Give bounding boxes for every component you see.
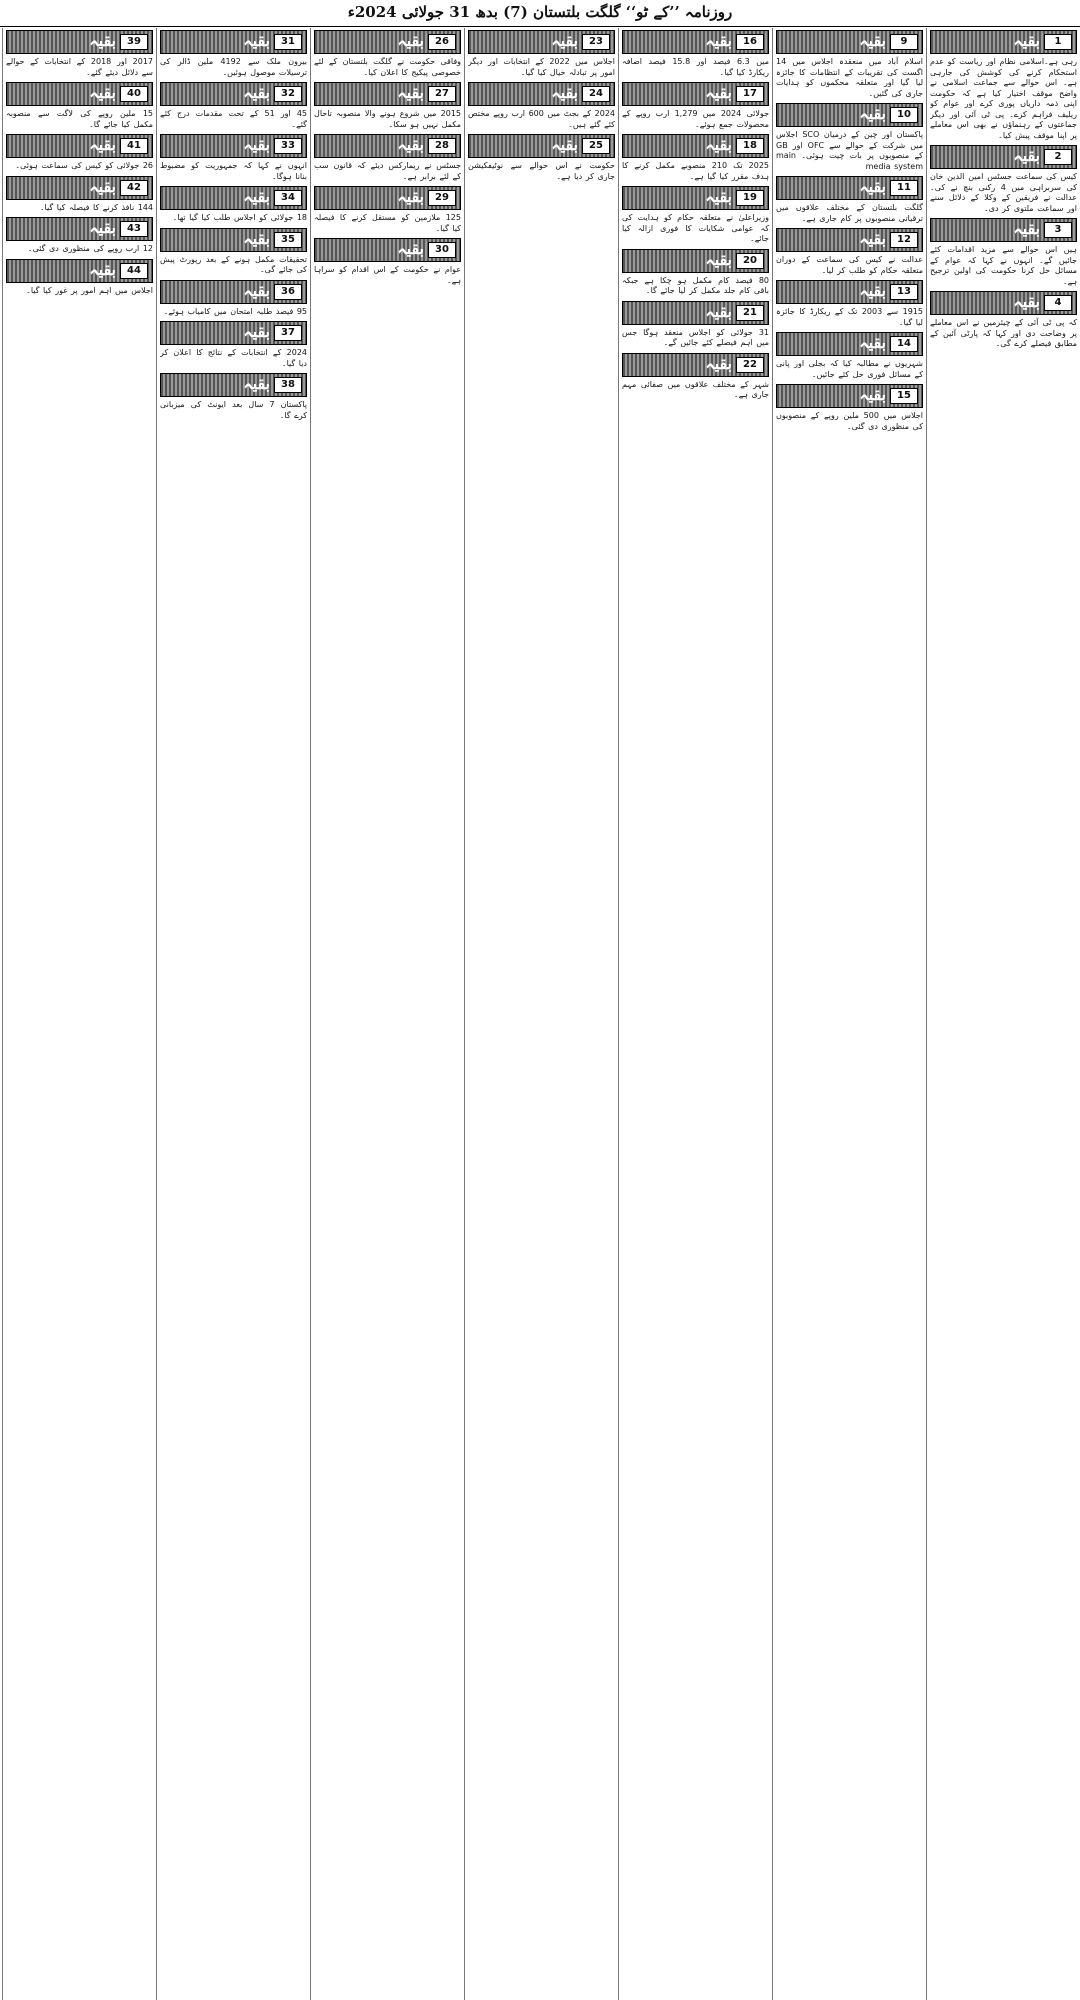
article-text: 2025 تک 210 منصوبے مکمل کرنے کا ہدف مقرر کیا گیا ہے۔ [622,161,769,181]
continuation-logo: بقیہ [859,31,886,50]
continuation-block [930,143,1077,214]
article-text: جولائی 2024 میں 1,279 ارب روپے کے محصولات جمع ہوئے۔ [622,109,769,129]
news-column [926,28,1080,2000]
continuation-header [622,30,769,54]
article-text: اجلاس میں 500 ملین روپے کے منصوبوں کی منظوری دی گئی۔ [776,411,923,431]
continuation-block [160,80,307,130]
article-text: 45 اور 51 کے تحت مقدمات درج کئے گئے۔ [160,109,307,129]
continuation-header [622,249,769,273]
continuation-logo: بقیہ [243,31,270,50]
continuation-logo: بقیہ [705,83,732,102]
continuation-number: 26 [428,34,456,50]
continuation-number: 18 [736,138,764,154]
continuation-header [160,82,307,106]
continuation-block [930,28,1077,141]
continuation-number: 30 [428,242,456,258]
continuation-number: 15 [890,388,918,404]
continuation-header [314,30,461,54]
news-column [2,28,156,2000]
continuation-block [622,184,769,245]
continuation-number: 34 [274,190,302,206]
article-text: اسلام آباد میں منعقدہ اجلاس میں 14 اگست کی تقریبات کے انتظامات کا جائزہ لیا گیا اور متعلقہ محکموں کو ہدایات جاری کی گئیں۔ [776,57,923,98]
continuation-block [776,226,923,276]
continuation-block [468,132,615,182]
continuation-header [622,301,769,325]
continuation-block [6,80,153,130]
continuation-number: 12 [890,232,918,248]
continuation-block [6,132,153,172]
continuation-number: 23 [582,34,610,50]
article-text: 26 جولائی کو کیس کی سماعت ہوئی۔ [15,161,153,170]
news-column [156,28,310,2000]
article-text: پاکستان 7 سال بعد ایونٹ کی میزبانی کرے گا۔ [160,400,307,420]
article-text: 31 جولائی کو اجلاس منعقد ہوگا جس میں اہم فیصلے کئے جائیں گے۔ [622,327,769,347]
continuation-block [314,184,461,234]
continuation-block [776,174,923,224]
continuation-number: 19 [736,190,764,206]
continuation-logo: بقیہ [859,333,886,352]
continuation-number: 37 [274,325,302,341]
continuation-block [930,289,1077,350]
continuation-number: 42 [120,180,148,196]
continuation-logo: بقیہ [1013,146,1040,165]
continuation-header [6,30,153,54]
continuation-header [622,186,769,210]
continuation-header [930,218,1077,242]
continuation-header [6,134,153,158]
continuation-block [160,278,307,318]
article-text: پاکستان اور چین کے درمیان SCO اجلاس میں شرکت کے حوالے سے OFC اور GB کے منصوبوں پر بات چیت ہوئی۔ main media system [776,130,923,171]
continuation-header [6,217,153,241]
continuation-number: 9 [890,34,918,50]
continuation-logo: بقیہ [243,228,270,248]
article-text: 80 فیصد کام مکمل ہو چکا ہے جبکہ باقی کام جلد مکمل کر لیا جائے گا۔ [622,275,769,295]
continuation-number: 14 [890,336,918,352]
continuation-header [468,82,615,106]
continuation-header [160,186,307,210]
continuation-logo: بقیہ [243,374,270,393]
article-text: 2017 اور 2018 کے انتخابات کے حوالے سے دلائل دیئے گئے۔ [6,57,153,77]
article-text: 2024 کے انتخابات کے نتائج کا اعلان کر دیا گیا۔ [160,348,307,368]
continuation-number: 25 [582,138,610,154]
continuation-logo: بقیہ [397,187,424,206]
continuation-header [314,82,461,106]
continuation-number: 41 [120,138,148,154]
continuation-number: 27 [428,86,456,102]
continuation-logo: بقیہ [89,135,116,154]
continuation-header [160,280,307,304]
news-column [772,28,926,2000]
continuation-header [6,82,153,106]
article-columns [0,28,1080,2000]
continuation-block [622,299,769,349]
continuation-header [6,176,153,200]
continuation-number: 33 [274,138,302,154]
continuation-number: 22 [736,357,764,373]
continuation-block [160,132,307,182]
continuation-header [776,176,923,200]
article-text: 18 جولائی کو اجلاس طلب کیا گیا تھا۔ [172,213,307,222]
article-text: شہر کے مختلف علاقوں میں صفائی مہم جاری ہے۔ [622,379,769,399]
article-text: میں 6.3 فیصد اور 15.8 فیصد اضافہ ریکارڈ کیا گیا۔ [622,57,769,77]
continuation-logo: بقیہ [551,135,578,154]
continuation-header [776,30,923,54]
continuation-number: 17 [736,86,764,102]
continuation-logo: بقیہ [397,239,424,258]
continuation-header [930,30,1077,54]
article-text: گلگت بلتستان کے مختلف علاقوں میں ترقیاتی منصوبوں پر کام جاری ہے۔ [776,203,923,223]
continuation-logo: بقیہ [243,83,270,102]
continuation-logo: بقیہ [89,259,116,279]
continuation-block [6,28,153,78]
continuation-block [6,174,153,214]
continuation-logo: بقیہ [89,31,116,50]
continuation-number: 21 [736,305,764,321]
continuation-logo: بقیہ [551,83,578,102]
continuation-number: 40 [120,86,148,102]
article-text: 125 ملازمین کو مستقل کرنے کا فیصلہ کیا گیا۔ [314,213,461,233]
continuation-block [314,132,461,182]
article-text: وزیراعلیٰ نے متعلقہ حکام کو ہدایت کی کہ عوامی شکایات کا فوری ازالہ کیا جائے۔ [622,213,769,243]
continuation-header [468,30,615,54]
continuation-number: 32 [274,86,302,102]
article-text: 1915 سے 2003 تک کے ریکارڈ کا جائزہ لیا گیا۔ [776,307,923,327]
article-text: کیس کی سماعت جسٹس امین الدین خان کی سربراہی میں 4 رکنی بنچ نے کی۔ عدالت نے فریقین کے وکلا کے دلائل سنے اور سماعت ملتوی کر دی۔ [930,172,1077,213]
continuation-block [776,28,923,99]
continuation-block [314,236,461,286]
article-text: 2015 میں شروع ہونے والا منصوبہ تاحال مکمل نہیں ہو سکا۔ [314,109,461,129]
continuation-block [622,247,769,297]
continuation-logo: بقیہ [1013,292,1040,311]
continuation-header [776,280,923,304]
continuation-block [622,80,769,130]
continuation-logo: بقیہ [243,322,270,341]
continuation-header [930,291,1077,315]
continuation-logo: بقیہ [397,83,424,102]
article-text: عدالت نے کیس کی سماعت کے دوران متعلقہ حکام کو طلب کر لیا۔ [776,255,923,275]
continuation-block [622,132,769,182]
continuation-number: 20 [736,253,764,269]
continuation-header [930,145,1077,169]
continuation-block [314,80,461,130]
continuation-block [776,278,923,328]
continuation-number: 44 [120,263,148,279]
continuation-number: 3 [1044,222,1072,238]
continuation-number: 29 [428,190,456,206]
continuation-block [930,216,1077,287]
article-text: اجلاس میں 2022 کے انتخابات اور دیگر امور پر تبادلہ خیال کیا گیا۔ [468,57,615,77]
continuation-header [160,321,307,345]
continuation-block [6,257,153,297]
continuation-logo: بقیہ [397,135,424,154]
continuation-logo: بقیہ [705,353,732,373]
continuation-header [776,332,923,356]
news-column [464,28,618,2000]
continuation-header [160,228,307,252]
continuation-logo: بقیہ [859,229,886,248]
continuation-logo: بقیہ [1013,219,1040,238]
continuation-header [160,134,307,158]
continuation-block [314,28,461,78]
continuation-header [160,373,307,397]
continuation-logo: بقیہ [705,135,732,154]
continuation-logo: بقیہ [89,176,116,196]
continuation-number: 10 [890,107,918,123]
article-text: 144 نافذ کرنے کا فیصلہ کیا گیا۔ [39,202,153,212]
continuation-logo: بقیہ [89,83,116,102]
news-column [310,28,464,2000]
continuation-header [314,134,461,158]
continuation-number: 39 [120,34,148,50]
continuation-header [622,82,769,106]
continuation-block [160,319,307,369]
continuation-logo: بقیہ [859,385,886,404]
article-text: شہریوں نے مطالبہ کیا کہ بجلی اور پانی کے مسائل فوری حل کئے جائیں۔ [776,359,923,379]
news-column [618,28,772,2000]
continuation-block [6,215,153,255]
continuation-logo: بقیہ [859,177,886,196]
continuation-logo: بقیہ [705,31,732,50]
article-text: وفاقی حکومت نے گلگت بلتستان کے لئے خصوصی پیکیج کا اعلان کیا۔ [314,57,461,77]
continuation-block [776,382,923,432]
continuation-header [314,186,461,210]
continuation-number: 4 [1044,295,1072,311]
continuation-number: 28 [428,138,456,154]
continuation-header [160,30,307,54]
continuation-logo: بقیہ [89,218,116,237]
continuation-number: 11 [890,180,918,196]
article-text: کہ پی ٹی آئی کے چیئرمین نے اس معاملے پر وضاحت دی اور کہا کہ پارٹی آئین کے مطابق فیصلے کرے گی۔ [930,318,1077,348]
continuation-block [160,226,307,276]
continuation-block [160,28,307,78]
continuation-logo: بقیہ [859,281,886,300]
continuation-number: 36 [274,284,302,300]
continuation-block [776,101,923,172]
continuation-header [622,353,769,377]
continuation-logo: بقیہ [243,280,270,300]
continuation-block [160,371,307,421]
continuation-block [776,330,923,380]
continuation-header [776,384,923,408]
continuation-header [468,134,615,158]
continuation-logo: بقیہ [705,249,732,269]
continuation-block [468,80,615,130]
continuation-logo: بقیہ [705,187,732,206]
continuation-logo: بقیہ [243,135,270,154]
continuation-number: 43 [120,221,148,237]
continuation-number: 24 [582,86,610,102]
article-text: بیرون ملک سے 4192 ملین ڈالر کی ترسیلات موصول ہوئیں۔ [160,57,307,77]
continuation-header [776,228,923,252]
continuation-number: 31 [274,34,302,50]
continuation-logo: بقیہ [551,31,578,50]
continuation-number: 13 [890,284,918,300]
continuation-block [622,28,769,78]
continuation-block [622,351,769,401]
masthead-title: روزنامہ ’’کے ٹو‘‘ گلگت بلتستان (7) بدھ 31 جولائی 2024ء [0,0,1080,27]
continuation-number: 35 [274,232,302,248]
article-text: رہی ہے۔اسلامی نظام اور ریاست کو عدم استحکام کرنے کی کوشش کی جارہی ہے۔ اس حوالے سے جماعت اسلامی نے واضح موقف اختیار کیا ہے کہ حکومت اپنی ذمہ داریاں پوری کرے اور عوام کو ریلیف فراہم کرے۔ پی ٹی آئی اور دیگر جماعتوں کے رہنماؤں نے بھی اس معاملے پر اپنا موقف پیش کیا۔ [930,57,1077,140]
continuation-logo: بقیہ [705,301,732,321]
article-text: اجلاس میں اہم امور پر غور کیا گیا۔ [26,285,153,295]
article-text: انہوں نے کہا کہ جمہوریت کو مضبوط بنانا ہوگا۔ [160,161,307,181]
continuation-block [468,28,615,78]
continuation-number: 16 [736,34,764,50]
continuation-logo: بقیہ [243,187,270,206]
continuation-header [314,238,461,262]
continuation-number: 38 [274,377,302,393]
article-text: عوام نے حکومت کے اس اقدام کو سراہا ہے۔ [314,265,461,285]
article-text: 12 ارب روپے کی منظوری دی گئی۔ [27,244,153,253]
article-text: تحقیقات مکمل ہونے کے بعد رپورٹ پیش کی جائے گی۔ [160,254,307,274]
article-text: ہیں اس حوالے سے مزید اقدامات کئے جائیں گے۔ انہوں نے کہا کہ عوام کے مسائل حل کرنا حکومت کی اولین ترجیح ہے۔ [930,245,1077,286]
article-text: 95 فیصد طلبہ امتحان میں کامیاب ہوئے۔ [163,306,307,316]
article-text: حکومت نے اس حوالے سے نوٹیفکیشن جاری کر دیا ہے۔ [468,161,615,181]
continuation-logo: بقیہ [859,104,886,123]
continuation-header [776,103,923,127]
article-text: 2024 کے بجٹ میں 600 ارب روپے مختص کئے گئے ہیں۔ [468,109,615,129]
continuation-number: 1 [1044,34,1072,50]
continuation-logo: بقیہ [397,31,424,50]
article-text: جسٹس نے ریمارکس دیئے کہ قانون سب کے لئے برابر ہے۔ [314,161,461,181]
continuation-block [160,184,307,224]
continuation-number: 2 [1044,149,1072,165]
article-text: 15 ملین روپے کی لاگت سے منصوبہ مکمل کیا جائے گا۔ [6,109,153,129]
continuation-header [622,134,769,158]
continuation-header [6,259,153,283]
continuation-logo: بقیہ [1013,31,1040,50]
